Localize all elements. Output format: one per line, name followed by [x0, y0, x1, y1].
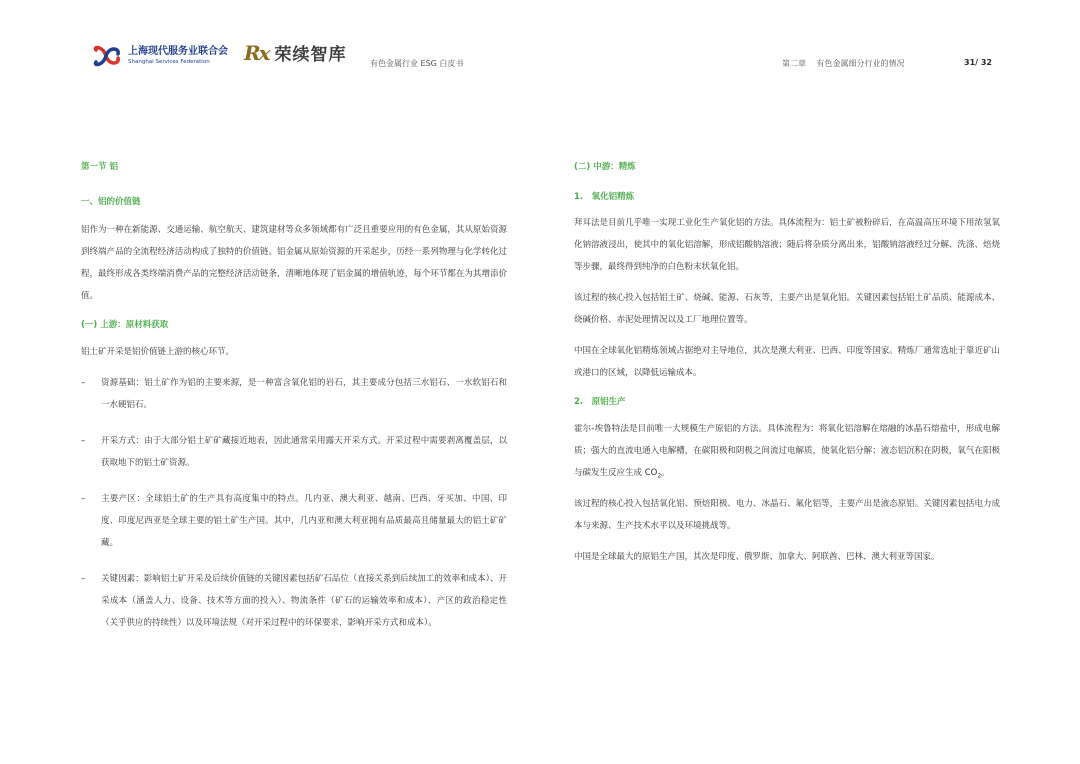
heading-primary-aluminum: 2. 原铝生产 — [574, 397, 626, 407]
upstream-bullet-list — [81, 372, 507, 634]
heading-midstream: (二) 中游：精炼 — [574, 162, 636, 172]
section-title: 第一节 铝 — [81, 162, 118, 172]
list-item: – 开采方式：由于大部分铝土矿矿藏接近地表，因此通常采用露天开采方式。开采过程中需要剥离覆盖层，以获取地下的铝土矿资源。 — [81, 436, 507, 468]
rx-logo-icon: Rx — [244, 40, 269, 65]
right-column — [574, 160, 1000, 568]
list-item: – 关键因素：影响铝土矿开采及后续价值链的关键因素包括矿石品位（直接关系到后续加工的效率和成本）、开采成本（涵盖人力、设备、技术等方面的投入）、物流条件（矿石的运输效率和成本）、产区的政治稳定性（关乎供应的持续性）以及环境法规（对开采过程中的环保要求，影响开采方式和成本）。 — [81, 574, 507, 628]
list-item: – 资源基础：铝土矿作为铝的主要来源，是一种富含氧化铝的岩石，其主要成分包括三水铝石、一水软铝石和一水硬铝石。 — [81, 378, 507, 410]
rongxu-logo-text: 荣续智库 — [274, 45, 347, 65]
list-item: – 主要产区：全球铝土矿的生产具有高度集中的特点。几内亚、澳大利亚、越南、巴西、牙买加、中国、印度、印度尼西亚是全球主要的铝土矿生产国。其中，几内亚和澳大利亚拥有品质最高且储量最大的铝土矿矿藏。 — [81, 494, 507, 548]
paragraph-smelting-inputs: 该过程的核心投入包括氧化铝、预焙阳极、电力、冰晶石、氟化铝等，主要产出是液态原铝。关键因素包括电力成本与来源、生产技术水平以及环境挑战等。 — [574, 499, 1000, 531]
page-number: 31/ 32 — [964, 58, 992, 67]
rongxu-logo — [244, 40, 347, 65]
paragraph-intro: 铝作为一种在新能源、交通运输、航空航天、建筑建材等众多领域都有广泛且重要应用的有色金属，其从原始资源到终端产品的全流程经济活动构成了独特的价值链。铝金属从原始资源的开采起步，历经一系列物理与化学转化过程，最终形成各类终端消费产品的完整经济活动链条，清晰地体现了铝金属的增值轨迹，每个环节都在为其增添价值。 — [81, 225, 507, 301]
ssf-logo-cn: 上海现代服务业联合会 — [128, 46, 228, 57]
left-column — [81, 160, 507, 634]
heading-upstream: (一) 上游：原材料获取 — [81, 320, 169, 330]
heading-alumina-refining: 1. 氧化铝精炼 — [574, 192, 635, 202]
ssf-logo-icon — [92, 44, 122, 68]
paragraph-bayer: 拜耳法是目前几乎唯一实现工业化生产氧化铝的方法。具体流程为：铝土矿被粉碎后，在高温高压环境下用浓氢氧化钠溶液浸出，使其中的氧化铝溶解，形成铝酸钠溶液；随后将杂质分离出来，铝酸钠溶液经过分解、洗涤、焙烧等步骤，最终得到纯净的白色粉末状氧化铝。 — [574, 218, 1000, 272]
paragraph-hall-heroult: 霍尔-埃鲁特法是目前唯一大规模生产原铝的方法。具体流程为：将氧化铝溶解在熔融的冰晶石熔盐中，形成电解质；强大的直流电通入电解槽，在碳阳极和阴极之间流过电解质，使氧化铝分解；液态铝沉积在阴极，氧气在阳极与碳发生反应生成 $CO_2$。 — [574, 424, 1000, 480]
document-title: 有色金属行业 ESG 白皮书 — [370, 59, 464, 68]
chapter-title: 第二章 有色金属细分行业的情况 — [782, 59, 905, 68]
paragraph-alumina-inputs: 该过程的核心投入包括铝土矿、烧碱、能源、石灰等，主要产出是氧化铝。关键因素包括铝土矿品质、能源成本、烧碱价格、赤泥处理情况以及工厂地理位置等。 — [574, 293, 1000, 325]
ssf-logo-en: Shanghai Services Federation — [128, 59, 210, 65]
heading-value-chain: 一、铝的价值链 — [81, 197, 141, 207]
page-header — [0, 40, 1080, 80]
ssf-logo — [92, 44, 228, 68]
paragraph-smelting-regions: 中国是全球最大的原铝生产国，其次是印度、俄罗斯、加拿大、阿联酋、巴林、澳大利亚等国家。 — [574, 552, 940, 562]
paragraph-alumina-regions: 中国在全球氧化铝精炼领域占据绝对主导地位，其次是澳大利亚、巴西、印度等国家。精炼厂通常选址于靠近矿山或港口的区域，以降低运输成本。 — [574, 346, 1000, 378]
paragraph-upstream: 铝土矿开采是铝价值链上游的核心环节。 — [81, 347, 235, 357]
